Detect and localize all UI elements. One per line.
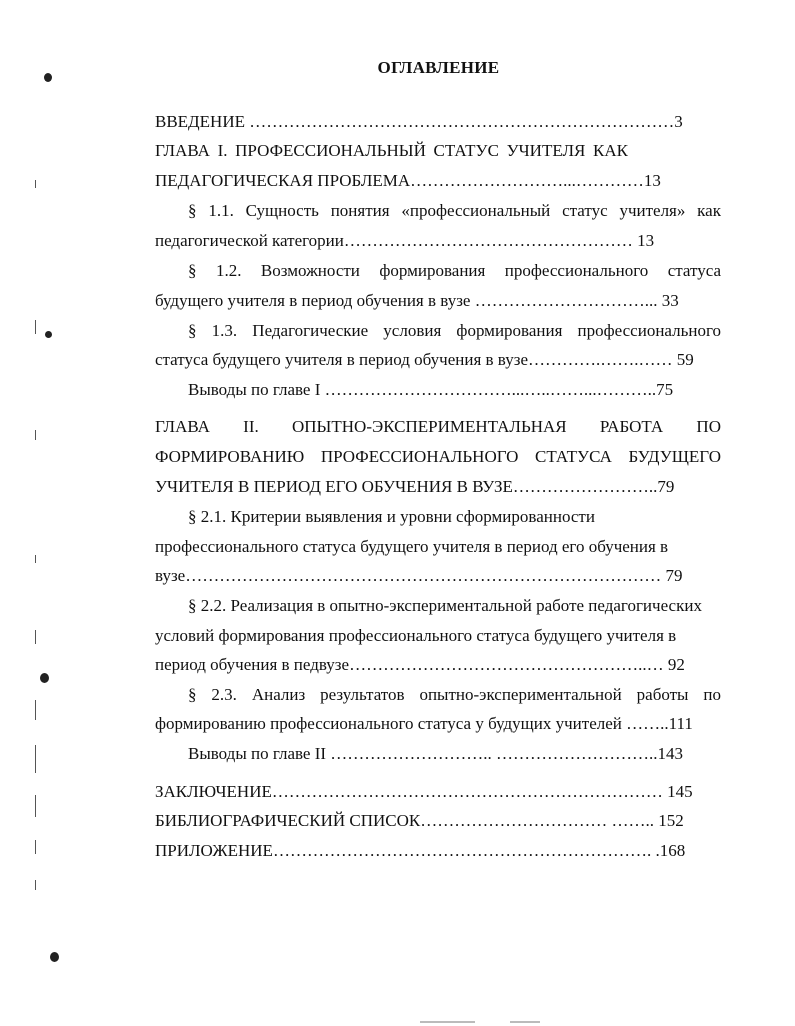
scan-mark (35, 840, 36, 854)
toc-entry-bibliography: БИБЛИОГРАФИЧЕСКИЙ СПИСОК…………………………… …….. 152 (155, 811, 684, 830)
scan-mark (510, 1021, 540, 1023)
toc-entry-section-1-2: § 1.2. Возможности формирования профессионального статуса (188, 261, 721, 280)
toc-entry-introduction: ВВЕДЕНИЕ …………………………………………………………………3 (155, 112, 683, 131)
toc-entry-section-1-1: педагогической категории…………………………………………… 13 (155, 231, 655, 250)
toc-entry-appendix: ПРИЛОЖЕНИЕ…………………………………………………………. .168 (155, 841, 686, 860)
toc-entry-section-2-2: условий формирования профессионального статуса будущего учителя в (155, 626, 677, 645)
page-title: ОГЛАВЛЕНИЕ (377, 58, 500, 77)
scan-mark (35, 700, 36, 720)
scan-mark (35, 555, 36, 563)
toc-entry-section-1-3: статуса будущего учителя в период обучения в вузе………….…….…… 59 (155, 350, 694, 369)
toc-entry-chapter-2: ФОРМИРОВАНИЮ ПРОФЕССИОНАЛЬНОГО СТАТУСА БУДУЩЕГО (155, 447, 721, 466)
toc-entry-section-2-2: период обучения в педвузе……………………………………………..… 92 (155, 655, 685, 674)
toc-entry-conclusions-1: Выводы по главе I ……………………………...…..……...………..75 (188, 380, 674, 399)
toc-entry-section-1-2: будущего учителя в период обучения в вузе …………………………... 33 (155, 291, 679, 310)
scan-mark (50, 952, 59, 962)
toc-entry-chapter-1: ПЕДАГОГИЧЕСКАЯ ПРОБЛЕМА………………………...…………13 (155, 171, 661, 190)
toc-entry-section-2-3: формированию профессионального статуса у будущих учителей ……..111 (155, 714, 693, 733)
scan-mark (35, 745, 36, 773)
scan-mark (35, 630, 36, 644)
scan-mark (40, 673, 49, 683)
scan-mark (420, 1021, 475, 1023)
toc-entry-section-2-3: § 2.3. Анализ результатов опытно-экспериментальной работы по (188, 685, 721, 704)
scan-mark (35, 320, 36, 334)
toc-entry-section-1-3: § 1.3. Педагогические условия формирования профессионального (188, 321, 721, 340)
scan-mark (35, 795, 36, 817)
scan-mark (35, 430, 36, 440)
toc-entry-section-1-1: § 1.1. Сущность понятия «профессиональный статус учителя» как (188, 201, 721, 220)
toc-entry-section-2-2: § 2.2. Реализация в опытно-экспериментальной работе педагогических (188, 596, 702, 615)
toc-entry-section-2-1: § 2.1. Критерии выявления и уровни сформированности (188, 507, 595, 526)
toc-entry-section-2-1: профессионального статуса будущего учителя в период его обучения в (155, 537, 669, 556)
scan-mark (45, 331, 52, 338)
scan-mark (35, 880, 36, 890)
toc-entry-chapter-2: ГЛАВА II. ОПЫТНО-ЭКСПЕРИМЕНТАЛЬНАЯ РАБОТА ПО (155, 417, 721, 436)
toc-entry-chapter-1: ГЛАВА I. ПРОФЕССИОНАЛЬНЫЙ СТАТУС УЧИТЕЛЯ КАК (155, 141, 628, 160)
toc-entry-section-2-1: вузе………………………………………………………………………… 79 (155, 566, 683, 585)
toc-entry-chapter-2: УЧИТЕЛЯ В ПЕРИОД ЕГО ОБУЧЕНИЯ В ВУЗЕ……………………..79 (155, 477, 675, 496)
toc-entry-conclusion: ЗАКЛЮЧЕНИЕ…………………………………………………………… 145 (155, 782, 693, 801)
toc-entry-conclusions-2: Выводы по главе II ……………………….. ………………………..143 (188, 744, 684, 763)
scan-mark (35, 180, 36, 188)
